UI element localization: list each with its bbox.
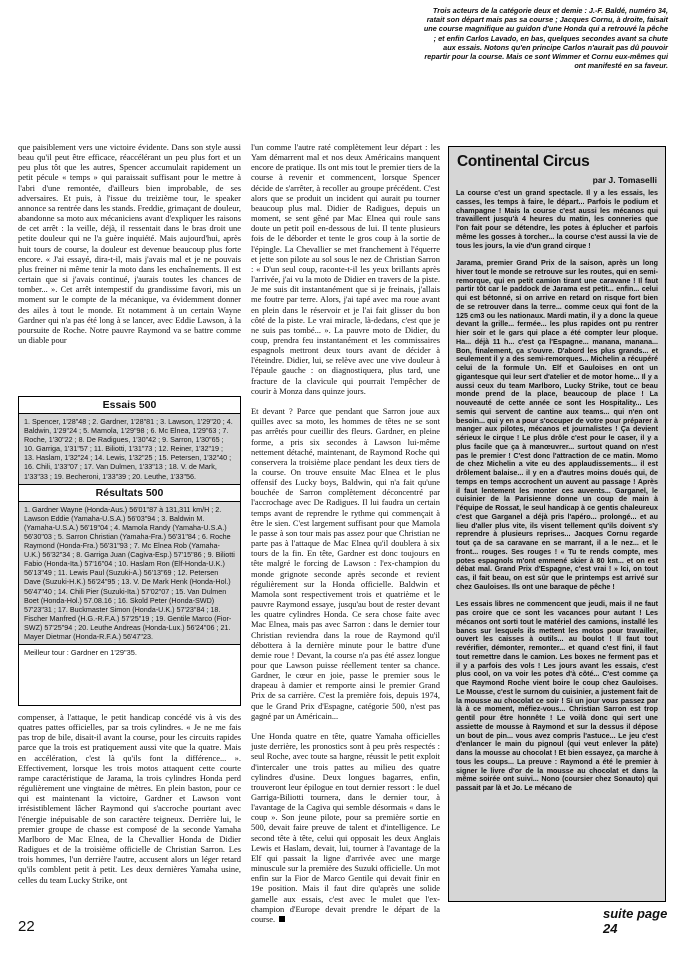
sidebar-text [456, 189, 658, 796]
photo-caption: Trois acteurs de la catégorie deux et demie : J.-F. Baldé, numéro 34, ratait son départ mais pas sa course ; Jacques Cornu, à droite, faisait une course magnifique au guidon d'une Honda qui a retrouvé la pêche ; et enfin Carlos Lavado, en bas, quelques secondes avant sa chute aux essais. Notons qu'en principe Carlos n'aurait pas dû pouvoir repartir pour la course. Mais ce sont Wimmer et Cornu eux-mêmes qui ont manifesté en sa faveur. [423, 6, 668, 71]
continental-circus-box [448, 146, 666, 902]
sidebar-author: par J. Tomaselli [592, 175, 657, 185]
article-paragraph: compenser, à l'attaque, le petit handicap concédé vis à vis des quatres pattes officielles, par sa trois cylindres. « Je ne me fais pas trop de bile, disait-il avant la course, pour les circuits rapides parce que la trois est pratiquement aussi vite que la quatre. Mais en accélération, c'est là qu'ils font la différence... ». Effectivement, lorsque les trois motos attaquent cette courte rampe caractéristique de Jarama, la trois cylindres Honda perd régulièrement une vingtaine de mètres. En plein baston, pour ce qui est maintenant la victoire, Gardner et Lawson vont irrésistiblement lâcher Raymond qui s'accroche pourtant avec l'énergie inépuisable de son caractère teigneux. Derrière lui, le premier groupe de chasse est composé de la seconde Yamaha Marlboro de Mac Elnea, de la Chevallier Honda de Didier Radigues et de la troisième officielle de Christian Sarron. Les trois hommes, l'un derrière l'autre, accusent alors un léger retard qu'ils comblent petit à petit. Les deux dernières Yamaha usine, celles du team Lucky Strike, ont [18, 712, 241, 885]
essais-list: 1. Spencer, 1'28"48 ; 2. Gardner, 1'28"81 ; 3. Lawson, 1'29"20 ; 4. Baldwin, 1'29"24 ; 5. Mamola, 1'29"98 ; 6. Mc Elnea, 1'29"63 ; 7. Roche, 1'30"22 ; 8. De Radigues, 1'30"42 ; 9. Sarron, 1'30"65 ; 10. Garriga, 1'31"57 ; 11. Biliotti, 1'31"73 ; 12. Reiner, 1'32"19 ; 13. Haslam, 1'32"24 ; 14. Lewis, 1'32"25 ; 15. Petersen, 1'32"40 ; 16. Chili, 1'33"07 ; 17. Van Dulmen, 1'33"13 ; 18. V. de Mark, 1'33"33 ; 19. Becheroni, 1'33"39 ; 20. Leuthe, 1'33"56. [19, 414, 240, 484]
article-column-1-bottom [18, 712, 241, 885]
article-paragraph: l'un comme l'autre raté complètement leur départ : les Yam démarrent mal et nos deux Américains manquent encore de pratique. Ils ont mis tout le premier tiers de la course à revenir et commencent, lorsque Spencer décide de s'arrêter, à recoller au groupe précédent. C'est alors que se produit un incident qui aurait pu tourner beaucoup plus mal. Didier de Radigues, depuis un moment, se sent gêné par Mac Elnea qui roule sans doute un petit poil en-dessous de lui. Il tente plusieurs fois de le déborder et tente le gros coup à la sortie de l'épingle. La Chevallier se met franchement à l'équerre et jette son pilote au sol sous le nez de Christian Sarron : « D'un seul coup, raconte-t-il les yeux brillants après l'arrivée, j'ai vu la moto de Didier en travers de la piste. Je me suis dit instantanément que si je freinais, j'allais me foutre par terre. Alors, j'ai tapé avec ma roue avant en plein dans le réservoir et je l'ai fait glisser du bon côté de la piste. Le vrai miracle, là-dedans, c'est que je ne suis pas tombé... ». La pauvre moto de Didier, du coup, prendra feu instantanément et les commissaires espagnols mettront deux tours avant de décider à l'éteindre. Didier, lui, se relève avec une vive douleur à l'épaule gauche : on diagnostiquera, plus tard, une fracture de la clavicule qui pourrait l'empêcher de courir à Monza dans quinze jours. Et devant ? Parce que pendant que Sarron joue aux quilles avec sa moto, les hommes de têtes ne se sont pas arrêtés pour cueillir des fleurs. Gardner, en pleine forme, a pris six secondes à Lawson lui-même nettement détaché, maintenant, de Raymond Roche qui conservera la troisième place pendant les deux tiers de la course. On trouve ensuite Mac Elnea et le plus offensif des Lucky boys, Baldwin, qui n'a fait qu'une bouchée de Sarron complètement déconcentré par l'accrochage avec De Radigues. Il lui faudra un certain temps avant de reprendre le rythme qui commençait à être le sien. C'est largement suffisant pour que Mamola le passe à son tour mais pas assez pour que Christian ne parte pas à l'attaque de Mac Elnea qu'il doublera à six tours de la fin. En tête, Gardner est donc toujours en tête malgré le forcing de Lawson : l'ex-champion du monde grignote seconde après seconde et revient régulièrement sur la Honda officielle. Baldwin et Mamola sont respectivement trois et quatrième et le pauvre Raymond essaye, jusqu'au bout de rester devant les quatre cylindres Honda. Ce sera chose faite avec Mac Elnea, mais pas avec Sarron : dans le dernier tour Christian reviendra dans la roue de Raymond qu'il débottera à la dernière minute pour le battre d'une demie roue ! Devant, la course n'a pas été assez longue pour que Lawson puisse réellement tenter sa chance. Gardner, le cœur en joie, passe le premier sous le drapeau à damier et remporte ainsi le premier Grand Prix de sa carrière. C'est la première fois, depuis 1974, que le Grand Prix d'Espagne, catégorie 500, n'est pas gagné par un Américain... Une Honda quatre en tête, quatre Yamaha officielles juste derrière, les pronostics sont à peu près respectés : seul Roche, avec toute sa hargne, réussit le petit exploit d'intercaler une trois pattes au milieu des quatre cylindres d'usine. Deux longues bagarres, enfin, trouveront leur épilogue en tout dernier ressort : le duel Garriga-Biliotti tournera, dans le dernier tour, à l'avantage de la Cagiva qui semble désormais « dans le coup ». Son jeune pilote, pour sa première sortie en 500, devait faire preuve de talent et d'intelligence. Le second tête à tête, celui qui opposait les deux Anglais Lewis et Haslam, devait, lui, tourner à l'avantage de la Elf qui passait la ligne d'arrivée avec une marge minuscule sur la première des Suzuki officielle. Un mot enfin sur la Fior de Marco Gentile qui devait finir en 19e position. Mais il faut dire qu'après une solide gamelle aux essais, c'est avec le mulet que l'ex-champion d'Europe devait prendre le départ de la course. [251, 142, 440, 924]
article-column-2 [251, 142, 440, 924]
essais-heading: Essais 500 [19, 397, 240, 414]
resultats-heading: Résultats 500 [19, 484, 240, 502]
sidebar-title: Continental Circus [457, 153, 590, 170]
sidebar-paragraph: La course c'est un grand spectacle. Il y a les essais, les casses, les temps à faire, le départ... Parfois le podium et champagne ! Mais la course c'est aussi les mécanos qui travaillent jusqu'à 4 heures du matin, les conneries que l'on fait pour se détendre, les potes à éplucher et parfois même les gosses à torcher... la course c'est aussi la vie de tous les jours, la vie d'un grand cirque ! Jarama, premier Grand Prix de la saison, après un long hiver tout le monde se retrouve sur les routes, qui en semi-remorque, qui en petit camion tirant une caravane ! Il faut partir tôt car le paddock de Jarama est petit... enfin... celui qui est bétonné, si on arrive en retard on risque fort bien de se retrouver dans la terre... comme ceux qui font de la 125 cm3 ou les nationaux. Mardi matin, il y a donc la queue devant la grille... fermée... les plus rapides ont pu rentrer hier soir et le gars qui place a été compter leur ploque. Ha... déjà 11 h... c'est ça l'Espagne... manana, manana... Bon, finalement, ça s'ouvre. D'abord les plus grands... et seulement il y a des semi-remorques... Michelin a récupéré celui de la formule Un. Elf et Gauloises en ont un gigantesque qui leur sert d'atelier et de motor home... Il y a aussi ceux du team Marlboro, Lucky Strike, tout ce beau monde prend de la place, beaucoup de place ! La nouveauté de cette année ce sont les Hospitality... Les semis qui servent de cantine aux teams... qui n'en ont besoin... qui y en a pour s'occuper de votre pour préparer à manger aux pilotes, mécanos et journalistes ! Ça devient sérieux le cirque ! Le plus drôle c'est pour le caser, il y a plus facile que ça à manœuvrer... surtout quand on n'est pas le premier ! C'est donc l'attraction de ce matin. Momo de chez Michelin a vite eu des applaudissements... il est drôlement balaise... il y en a d'autres moins doués qui, de temps en temps accrochent un auvent au passage ! Après il faut lentement les monter ces auvents... Garganel, le cuisinier de la Parisienne donne un coup de main à l'équipe de Rossat, le seul handicap à ce gentis chaleureux c'est que Garganel a déjà pris l'apéro... prolongé... et au lieu d'aller plus vite, ils visent tellement qu'ils doivent s'y reprendre à plusieurs reprises... Jacques Cornu regarde tout ça de sa caravane en se marrant, il a le nez... et le front... rouges. Ses rouges ! « Tu te rends compte, mes potes espagnols m'ont emmené skier à 80 km... et on est débat mal. Grand Prix d'Espagne, c'est vrai ! » Ici, on tout cas, il fait beau, on est sûr que le printemps est arrivé sur chez Gauloises. Ils ont une baraque de pêche ! Les essais libres ne commencent que jeudi, mais il ne faut pas croire que ce sont les vacances pour autant ! Les mécanos ont sorti tout le matériel des camions, installé les bancs sur lesquels ils mettent les motos pour travailler, ouvert les caisses à outils... au boulot ! Il faut tout revérifier, démonter, remonter... et quand c'est fini, il faut tout remettre dans le camion. Les boxes ne ferment pas et il y a parfois des vols ! Les jours avant les essais, c'est plus cool, on va voir les potes d'à côté... C'est comme ça que Raymond Roche vient boire le coup chez Gauloises. Le Mousse, c'est le surnom du cuisinier, a justement fait de la mousse au chocolat ce soir ! Si un jour vous passez par là à ce moment, méfiez-vous... Christian Sarron est trop gentil pour être honnête ! Le voilà donc qui sert une assiette de mousse à Raymond et sur la dessus il dépose un bout de pin... vous avez compris l'astuce... Le jeu c'est d'enlancer le main du pignoul (qui veut enlever la pâte) dans la mousse au chocolat ! Et bien essayez, ça marche à tous les coups... La preuve : Raymond a été le premier à signer le livre d'or de la mousse au chocolat et dans la même soirée ont suivi... Nono (coursier chez Sonauto) qui passait par là et Jo. Le mécano de [456, 189, 658, 792]
article-paragraph: que paisiblement vers une victoire évidente. Dans son style aussi beau qu'il peut être efficace, réaccélérant un peu plus fort et un peu plus tôt que les autres, Spencer accumulait rapidement un petit pécule « temps » qui paraissait suffisant pour le mettre à l'abri d'une remontée, d'ailleurs bien improbable, de ses adversaires. Et puis, à l'issue du treizième tour, le speaker annonce sa rentrée dans les stands. Freddie, grimaçant de douleur, abandonne sa moto aux mécaniciens avant d'expliquer les raisons de cet arrêt : la veille, déjà, il ressentait dans le bras droit une petite douleur qui ne l'a guère inquiété. Mais aujourd'hui, après huit tours de course, la douleur est devenue beaucoup plus forte encore. « J'ai essayé, dira-t-il, mais j'avais mal et je ne pouvais plus freiner ni même tenir la moto dans les enchaînements. Il est certain que si j'avais continué, j'aurais toutes les chances de tomber... ». Cet arrêt intempestif du grandissime favori, mis un moment sur le compte de la mécanique, va évidemment donner des ailes à tout le monde. Et notamment à un certain Wayne Gardner qui n'a pas été long à se lancer, avec Eddie Lawson, à la poursuite de Roche. Notre pauvre Raymond va se battre comme un diable pour [18, 142, 241, 345]
article-column-1-top [18, 142, 241, 345]
end-of-article-mark [279, 916, 285, 922]
results-box [18, 396, 241, 706]
continued-on: suite page 24 [603, 906, 668, 936]
best-lap: Meilleur tour : Gardner en 1'29"35. [19, 644, 240, 660]
page-number: 22 [18, 918, 35, 935]
resultats-list: 1. Gardner Wayne (Honda-Aus.) 56'01"87 à 131,311 km/H ; 2. Lawson Eddie (Yamaha-U.S.A.) 56'03"94 ; 3. Baldwin M. (Yamaha-U.S.A.) 56'19"04 ; 4. Mamola Randy (Yamaha-U.S.A.) 56'30"03 ; 5. Sarron Christian (Yamaha-Fra.) 56'31"84 ; 6. Roche Raymond (Honda-Fra.) 56'31"93 ; 7. Mc Elnea Rob (Yamaha-U.K.) 56'32"34 ; 8. Garriga Juan (Cagiva-Esp.) 57'15"86 ; 9. Biliotti Fabio (Honda-Ita.) 57'16"04 ; 10. Haslam Ron (Elf-Honda-U.K.) 56'13"49 ; 11. Lewis Paul (Suzuki-A.) 56'13"69 ; 12. Petersen Dave (Suzuki-H.K.) 56'24"95 ; 13. V. De Mark Henk (Honda-Hol.) 56'47"40 ; 14. Chili Pier (Suzuki-Ita.) 57'02"07 ; 15. Van Dulmen Boet (Honda-Hol.) 57.08.16 ; 16. Skold Peter (Honda-SWD) 57'23"31 ; 17. Buckmaster Simon (Honda-U.K.) 57'23"84 ; 18. Fischer Manfred (H.G.-R.F.A.) 57'25"19 ; 19. Gentile Marco (Fior-SWZ) 57'25"94 ; 20. Leuthe Andreas (Honda-Lux.) 56'24"06 ; 21. Mayer Dietmar (Honda-R.F.A.) 56'47"23. [19, 502, 240, 644]
